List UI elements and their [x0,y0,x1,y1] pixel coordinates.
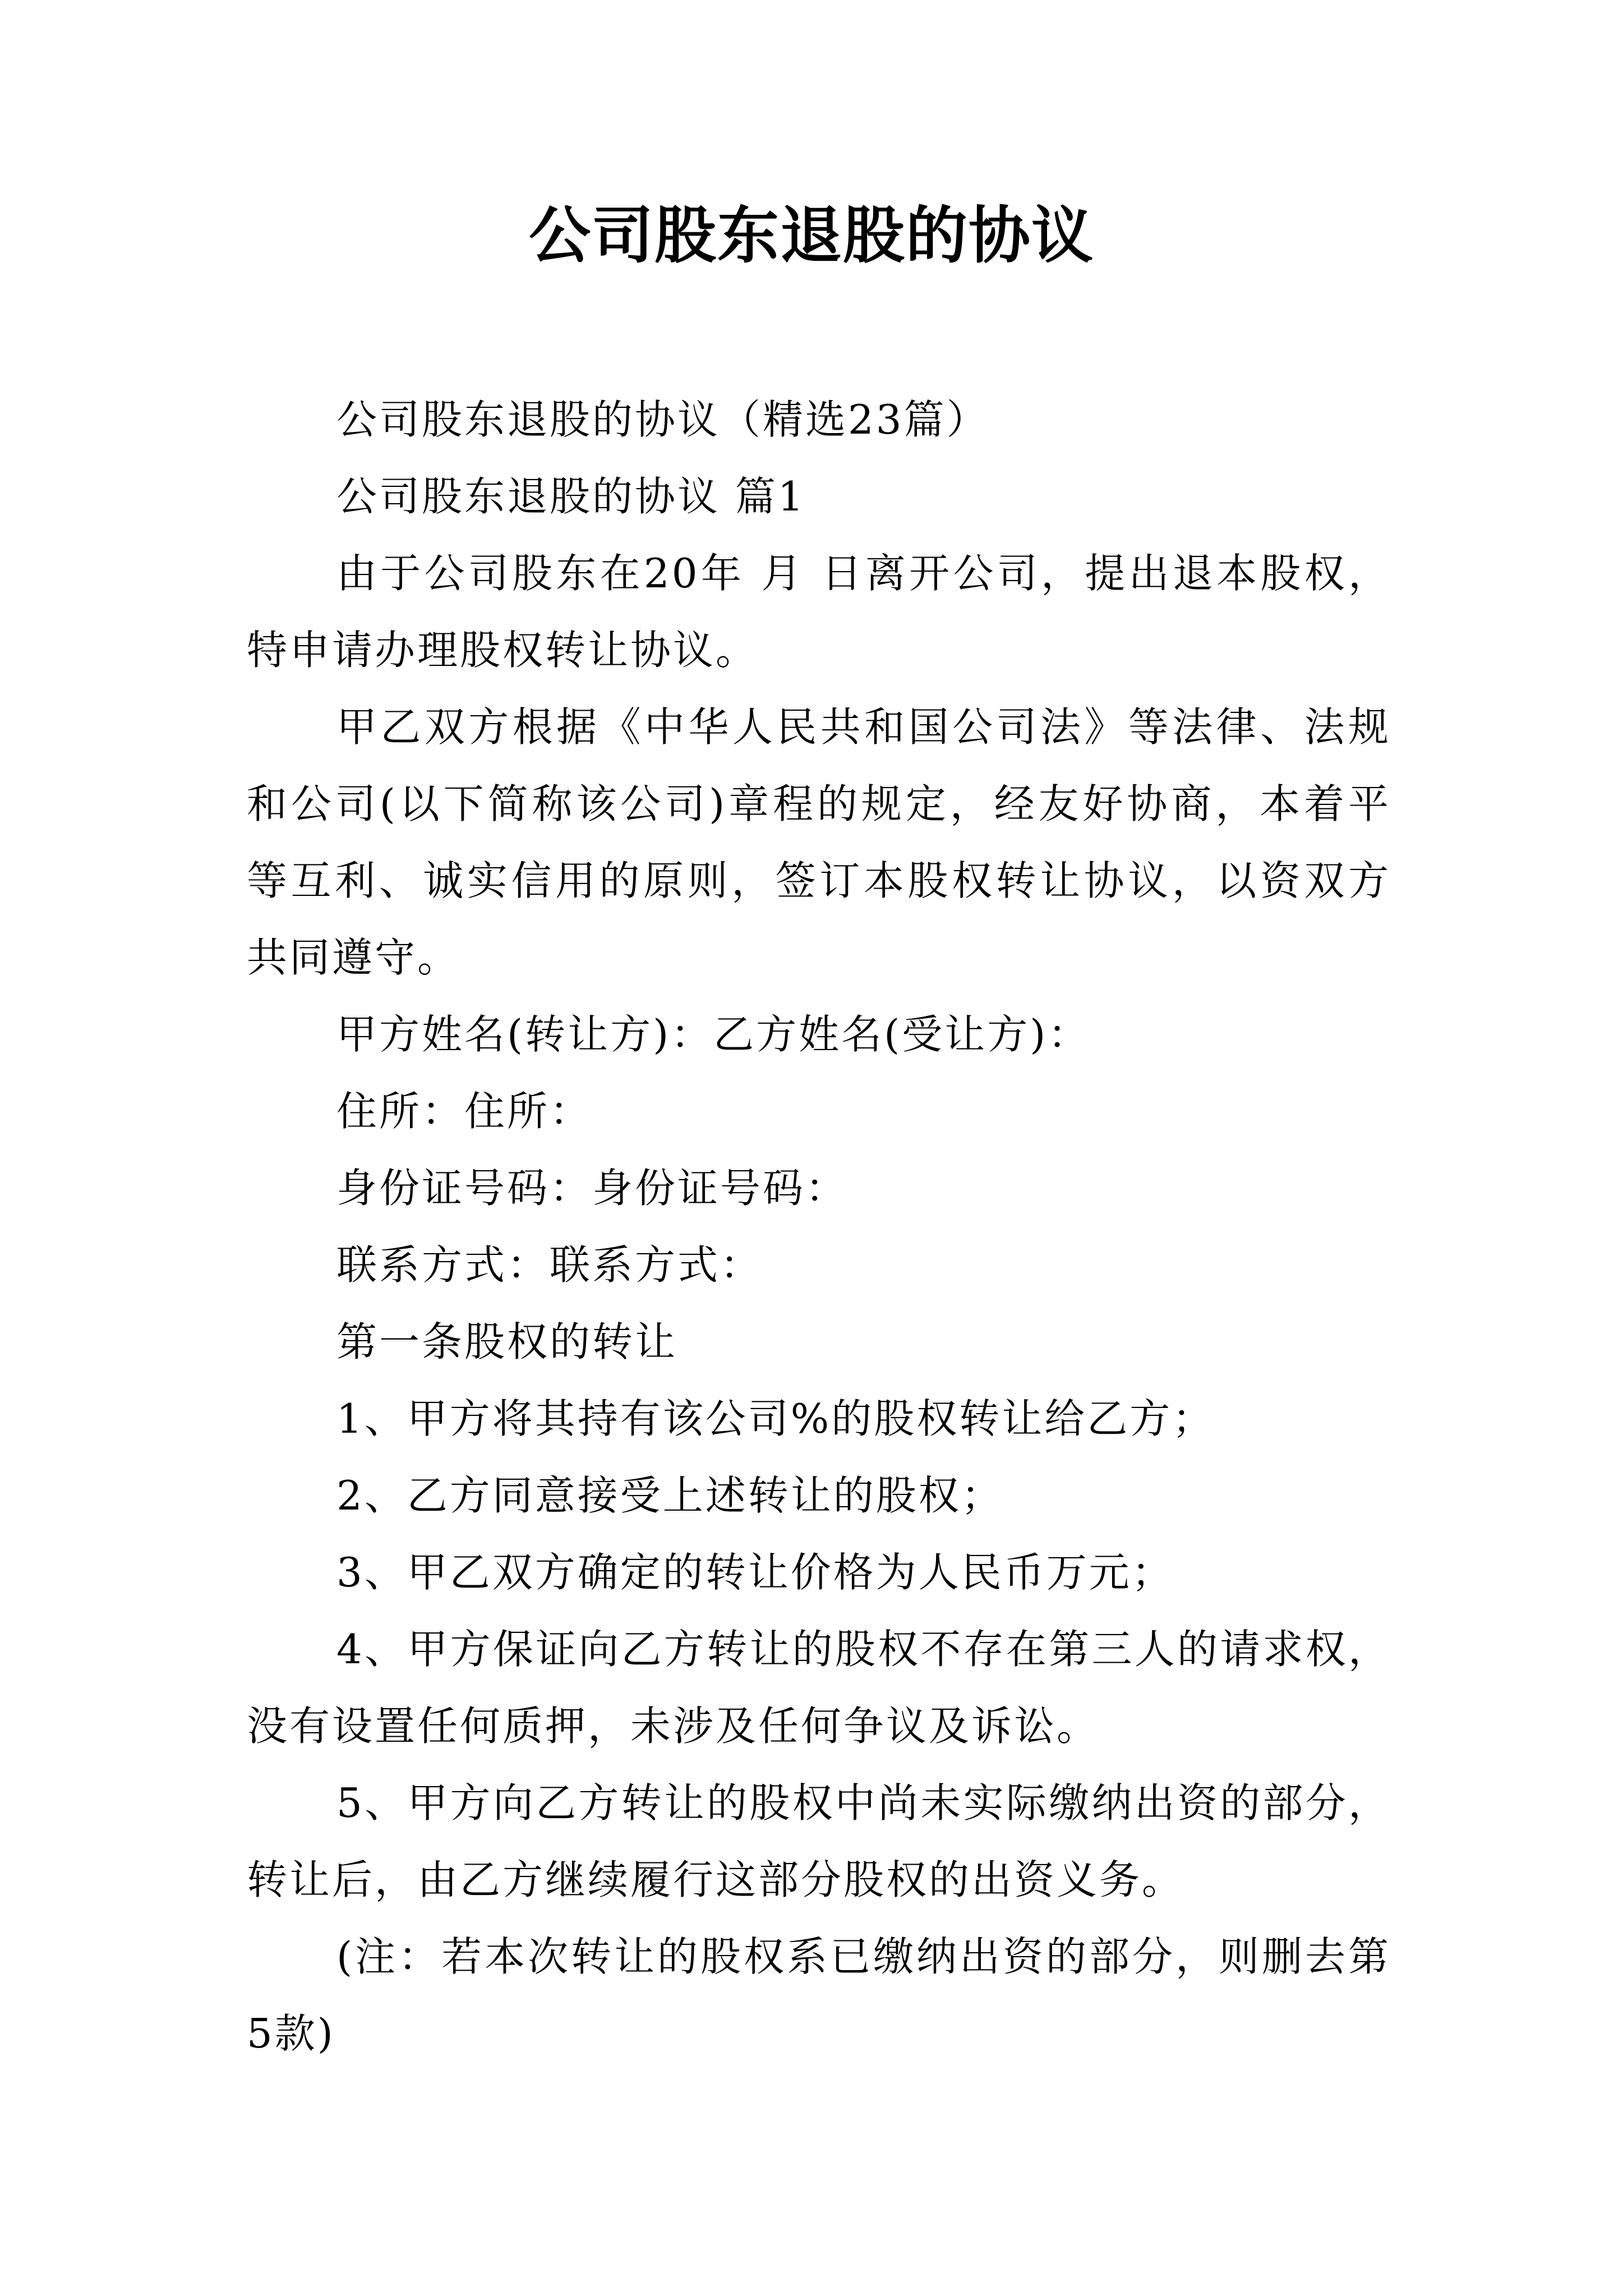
paragraph-clause-3: 3、甲乙双方确定的转让价格为人民币万元； [336,1549,1174,1596]
paragraph-party-names: 甲方姓名(转让方)：乙方姓名(受让方)： [336,1011,1091,1058]
paragraph-contact: 联系方式：联系方式： [336,1241,763,1289]
paragraph-clause-5: 5、甲方向乙方转让的股权中尚未实际缴纳出资的部分，转让后，由乙方继续履行这部分股权的出资义务。 [247,1779,1391,1903]
paragraph-id-number: 身份证号码：身份证号码： [336,1165,849,1212]
paragraph-note: (注：若本次转让的股权系已缴纳出资的部分，则删去第5款) [247,1933,1391,2057]
paragraph-clause-2: 2、乙方同意接受上述转让的股权； [336,1472,1004,1519]
paragraph-subtitle: 公司股东退股的协议（精选23篇） [336,396,989,443]
paragraph-address: 住所：住所： [336,1088,593,1135]
document-title: 公司股东退股的协议 [529,200,1094,272]
paragraph-clause-4: 4、甲方保证向乙方转让的股权不存在第三人的请求权，没有设置任何质押，未涉及任何争议及诉讼。 [247,1626,1391,1750]
document-body [247,381,1391,2072]
paragraph-clause-1: 1、甲方将其持有该公司%的股权转让给乙方； [336,1395,1215,1442]
paragraph-legal-basis: 甲乙双方根据《中华人民共和国公司法》等法律、法规和公司(以下简称该公司)章程的规定，经友好协商，本着平等互利、诚实信用的原则，签订本股权转让协议，以资双方共同遵守。 [247,703,1391,981]
paragraph-article-1: 第一条股权的转让 [336,1318,678,1365]
paragraph-intro: 由于公司股东在20年 月 日离开公司，提出退本股权，特申请办理股权转让协议。 [247,550,1391,674]
paragraph-section-heading: 公司股东退股的协议 篇1 [336,473,806,520]
